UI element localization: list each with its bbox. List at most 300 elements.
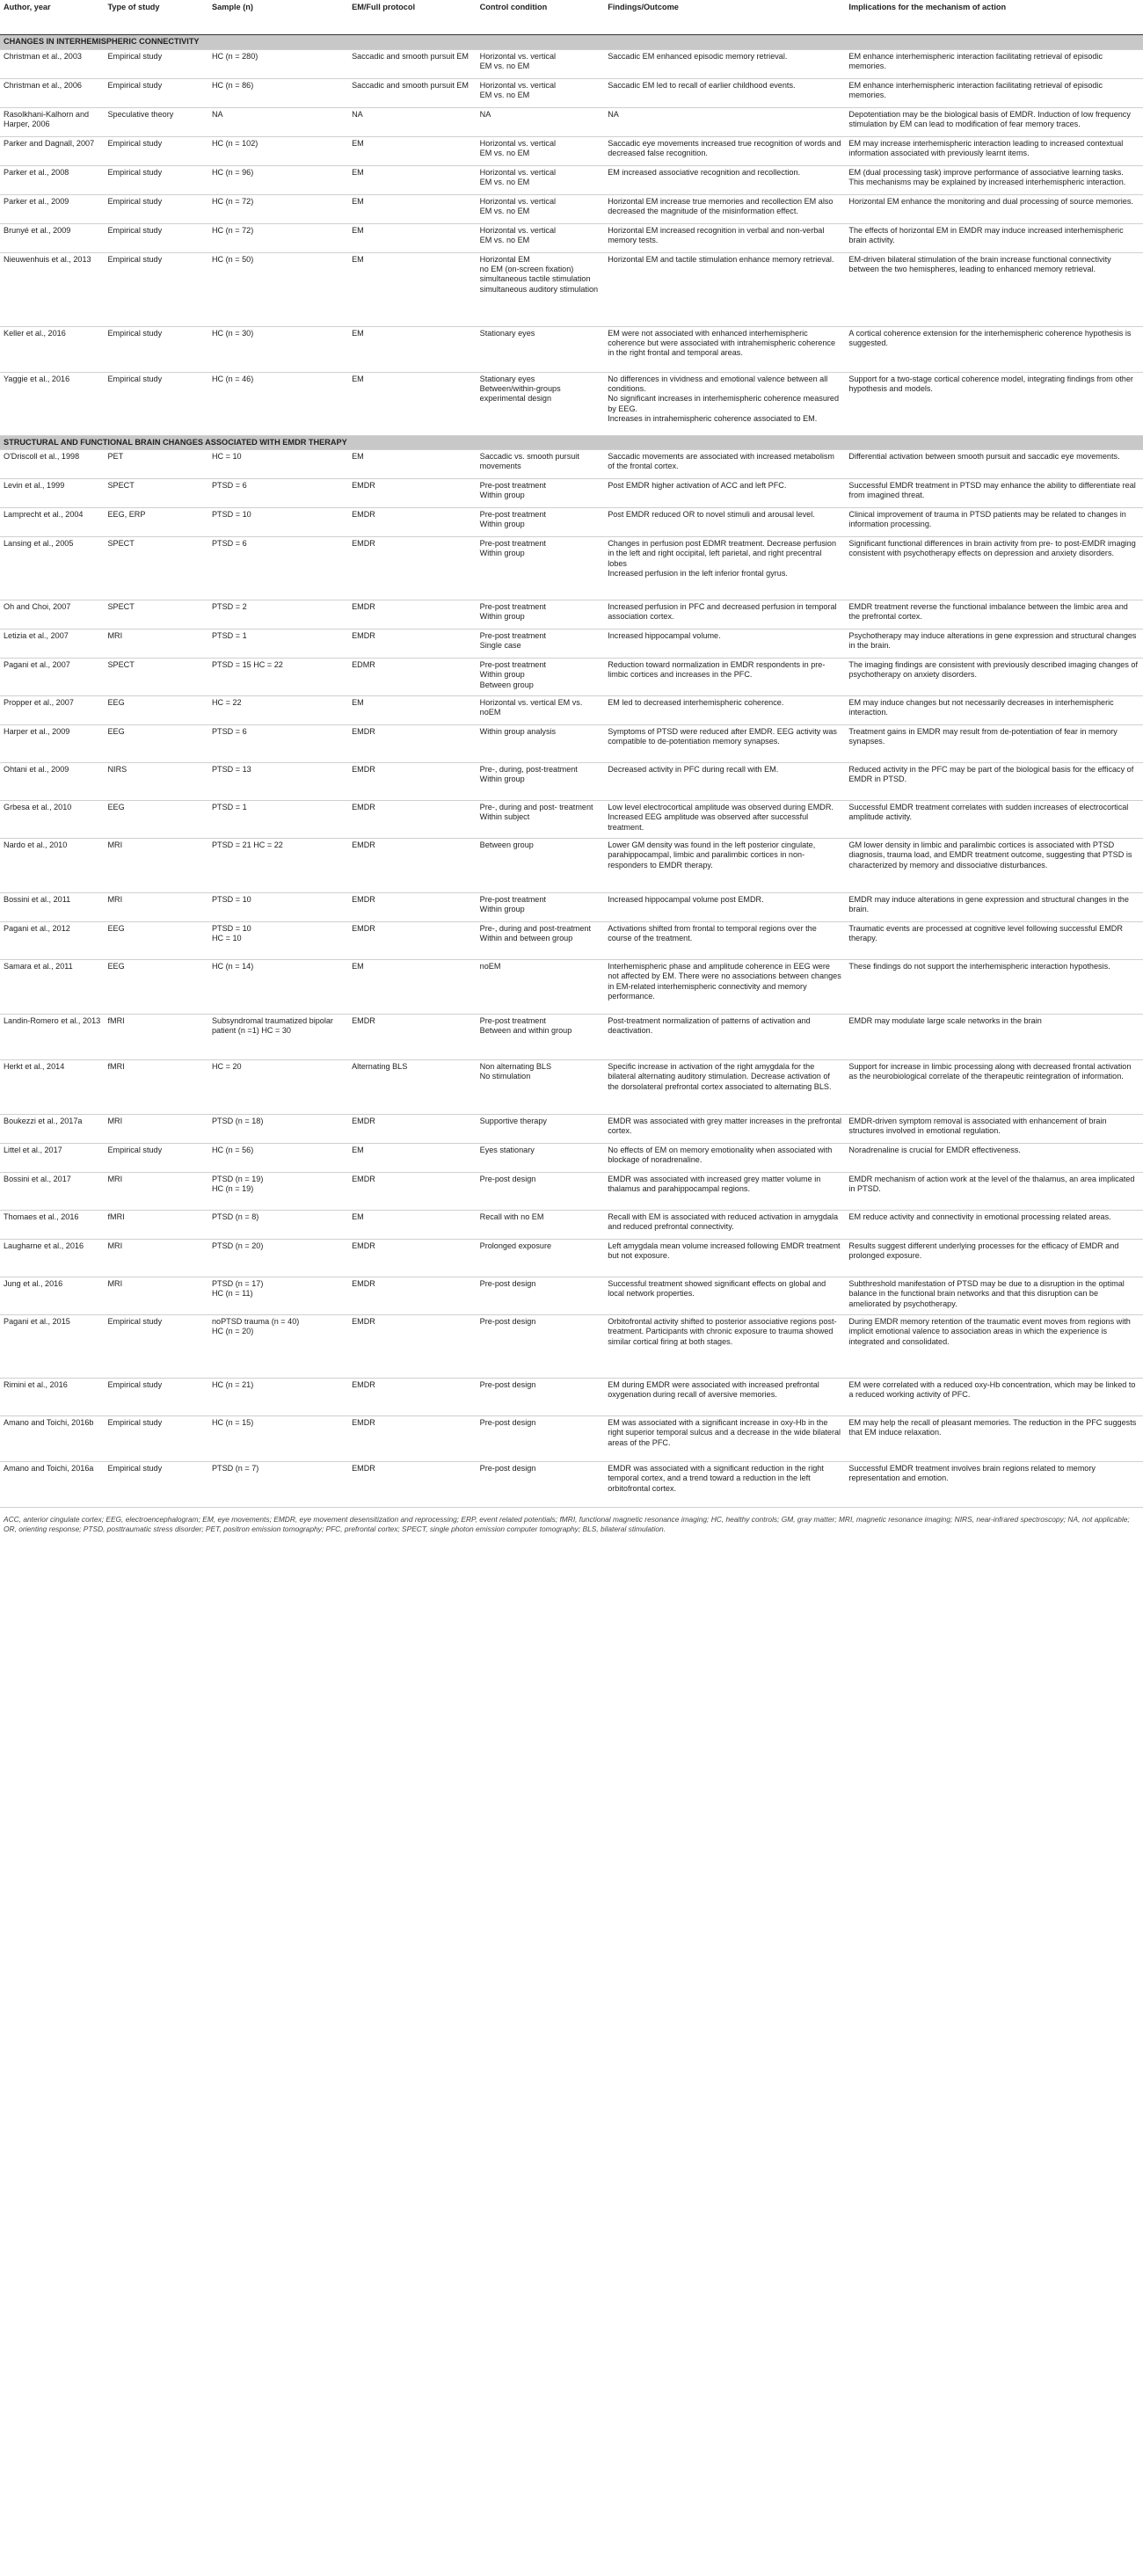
type-of-study-cell: PET	[104, 450, 207, 479]
implications-cell: Depotentiation may be the biological basis of EMDR. Induction of low frequency stimulation by EM can lead to modification of fear memory traces.	[845, 107, 1143, 136]
type-of-study-cell: fMRI	[104, 1015, 207, 1060]
em-protocol-cell: NA	[348, 107, 477, 136]
em-protocol-cell: EMDR	[348, 801, 477, 839]
table-row	[0, 839, 1143, 893]
table-row	[0, 107, 1143, 136]
control-condition-cell: Pre-post treatment Between and within group	[477, 1015, 605, 1060]
sample-cell: PTSD (n = 18)	[208, 1115, 348, 1144]
implications-cell: Support for increase in limbic processing along with decreased frontal activation as the neurobiological correlate of the therapeutic reintegration of information.	[845, 1060, 1143, 1115]
em-protocol-cell: EM	[348, 372, 477, 435]
table-row	[0, 696, 1143, 725]
em-protocol-cell: EMDR	[348, 1379, 477, 1416]
type-of-study-cell: Empirical study	[104, 223, 207, 252]
em-protocol-cell: EMDR	[348, 763, 477, 801]
em-protocol-cell: EMDR	[348, 1315, 477, 1379]
table-row	[0, 629, 1143, 659]
implications-cell: Traumatic events are processed at cognitive level following successful EMDR therapy.	[845, 922, 1143, 960]
implications-cell: EM enhance interhemispheric interaction facilitating retrieval of episodic memories.	[845, 49, 1143, 78]
findings-cell: Recall with EM is associated with reduced activation in amygdala and reduced prefrontal connectivity.	[604, 1211, 845, 1240]
header-author-year: Author, year	[0, 0, 104, 35]
table-row	[0, 252, 1143, 326]
implications-cell: Successful EMDR treatment involves brain regions related to memory representation and emotion.	[845, 1462, 1143, 1508]
implications-cell: EM may increase interhemispheric interaction leading to increased contextual information associated with previously learnt items.	[845, 136, 1143, 165]
table-row	[0, 537, 1143, 600]
author-year-cell: Jung et al., 2016	[0, 1277, 104, 1315]
em-protocol-cell: Alternating BLS	[348, 1060, 477, 1115]
sample-cell: PTSD = 6	[208, 537, 348, 600]
findings-cell: EM during EMDR were associated with increased prefrontal oxygenation during recall of aversive memories.	[604, 1379, 845, 1416]
type-of-study-cell: EEG	[104, 922, 207, 960]
header-type-of-study: Type of study	[104, 0, 207, 35]
type-of-study-cell: Empirical study	[104, 194, 207, 223]
author-year-cell: Letizia et al., 2007	[0, 629, 104, 659]
author-year-cell: Nieuwenhuis et al., 2013	[0, 252, 104, 326]
table-row	[0, 600, 1143, 629]
findings-cell: Saccadic EM enhanced episodic memory retrieval.	[604, 49, 845, 78]
findings-cell: EM were not associated with enhanced interhemispheric coherence but were associated with intrahemispheric coherence in the right frontal and temporal areas.	[604, 326, 845, 372]
type-of-study-cell: EEG	[104, 960, 207, 1015]
findings-cell: Specific increase in activation of the right amygdala for the bilateral alternating auditory stimulation. Decrease activation of the dorsolateral prefrontal cortex associated to alternating BLS.	[604, 1060, 845, 1115]
em-protocol-cell: Saccadic and smooth pursuit EM	[348, 78, 477, 107]
findings-cell: Increased hippocampal volume.	[604, 629, 845, 659]
control-condition-cell: Pre-post design	[477, 1277, 605, 1315]
control-condition-cell: Horizontal vs. vertical EM vs. noEM	[477, 696, 605, 725]
sample-cell: PTSD (n = 20)	[208, 1240, 348, 1277]
em-protocol-cell: EMDR	[348, 479, 477, 508]
findings-cell: No effects of EM on memory emotionality when associated with blockage of noradrenaline.	[604, 1144, 845, 1173]
em-protocol-cell: EM	[348, 326, 477, 372]
table-row	[0, 508, 1143, 537]
sample-cell: NA	[208, 107, 348, 136]
sample-cell: HC (n = 15)	[208, 1416, 348, 1462]
findings-cell: EM led to decreased interhemispheric coherence.	[604, 696, 845, 725]
em-protocol-cell: EMDR	[348, 508, 477, 537]
table-row	[0, 725, 1143, 763]
author-year-cell: Ohtani et al., 2009	[0, 763, 104, 801]
table-row	[0, 1173, 1143, 1211]
type-of-study-cell: SPECT	[104, 537, 207, 600]
header-control-condition: Control condition	[477, 0, 605, 35]
findings-cell: EM was associated with a significant increase in oxy-Hb in the right superior temporal sulcus and a decrease in the wide bilateral areas of the PFC.	[604, 1416, 845, 1462]
em-protocol-cell: EMDR	[348, 1240, 477, 1277]
table-footnote: ACC, anterior cingulate cortex; EEG, electroencephalogram; EM, eye movements; EMDR, eye movement desensitization and reprocessing; ERP, event related potentials; fMRI, functional magnetic resonance imaging; HC, healthy controls; GM, gray matter; MRI, magnetic resonance imaging; NIRS, near-infrared spectroscopy; NA, not applicable; OR, orienting response; PTSD, posttraumatic stress disorder; PET, positron emission tomography; PFC, prefrontal cortex; SPECT, single photon emission computer tomography; BLS, bilateral stimulation.	[4, 1515, 1130, 1534]
author-year-cell: Bossini et al., 2011	[0, 893, 104, 922]
implications-cell: Successful EMDR treatment correlates with sudden increases of electrocortical amplitude activity.	[845, 801, 1143, 839]
control-condition-cell: Pre-post design	[477, 1173, 605, 1211]
author-year-cell: Herkt et al., 2014	[0, 1060, 104, 1115]
table-row	[0, 78, 1143, 107]
em-protocol-cell: EM	[348, 252, 477, 326]
implications-cell: A cortical coherence extension for the interhemispheric coherence hypothesis is suggested.	[845, 326, 1143, 372]
control-condition-cell: Horizontal vs. vertical EM vs. no EM	[477, 165, 605, 194]
sample-cell: PTSD = 10	[208, 893, 348, 922]
type-of-study-cell: MRI	[104, 1173, 207, 1211]
findings-cell: Saccadic movements are associated with increased metabolism of the frontal cortex.	[604, 450, 845, 479]
findings-cell: Low level electrocortical amplitude was observed during EMDR. Increased EEG amplitude was observed after successful treatment.	[604, 801, 845, 839]
sample-cell: HC (n = 280)	[208, 49, 348, 78]
author-year-cell: Landin-Romero et al., 2013	[0, 1015, 104, 1060]
findings-cell: Horizontal EM increased recognition in verbal and non-verbal memory tests.	[604, 223, 845, 252]
type-of-study-cell: Empirical study	[104, 372, 207, 435]
type-of-study-cell: MRI	[104, 893, 207, 922]
sample-cell: PTSD = 13	[208, 763, 348, 801]
implications-cell: Psychotherapy may induce alterations in gene expression and structural changes in the brain.	[845, 629, 1143, 659]
findings-cell: Horizontal EM increase true memories and recollection EM also decreased the magnitude of the misinformation effect.	[604, 194, 845, 223]
control-condition-cell: Horizontal EM no EM (on-screen fixation) simultaneous tactile stimulation simultaneous auditory stimulation	[477, 252, 605, 326]
table-row	[0, 165, 1143, 194]
type-of-study-cell: SPECT	[104, 659, 207, 696]
em-protocol-cell: EM	[348, 223, 477, 252]
table-row	[0, 326, 1143, 372]
implications-cell: Support for a two-stage cortical coherence model, integrating findings from other hypothesis and models.	[845, 372, 1143, 435]
sample-cell: PTSD = 1	[208, 629, 348, 659]
implications-cell: Noradrenaline is crucial for EMDR effectiveness.	[845, 1144, 1143, 1173]
author-year-cell: Christman et al., 2006	[0, 78, 104, 107]
em-protocol-cell: EMDR	[348, 922, 477, 960]
table-row	[0, 1060, 1143, 1115]
sample-cell: HC (n = 50)	[208, 252, 348, 326]
implications-cell: EM-driven bilateral stimulation of the brain increase functional connectivity between the two hemispheres, leading to enhanced memory retrieval.	[845, 252, 1143, 326]
control-condition-cell: Pre-post treatment Within group	[477, 479, 605, 508]
implications-cell: Reduced activity in the PFC may be part of the biological basis for the efficacy of EMDR in PTSD.	[845, 763, 1143, 801]
implications-cell: EMDR mechanism of action work at the level of the thalamus, an area implicated in PTSD.	[845, 1173, 1143, 1211]
control-condition-cell: Pre-post treatment Within group	[477, 893, 605, 922]
type-of-study-cell: EEG	[104, 725, 207, 763]
table-row	[0, 1015, 1143, 1060]
em-protocol-cell: EDMR	[348, 659, 477, 696]
em-protocol-cell: EMDR	[348, 600, 477, 629]
em-protocol-cell: EMDR	[348, 537, 477, 600]
control-condition-cell: Pre-, during, post-treatment Within group	[477, 763, 605, 801]
section-title: CHANGES IN INTERHEMISPHERIC CONNECTIVITY	[0, 35, 1143, 50]
type-of-study-cell: EEG, ERP	[104, 508, 207, 537]
implications-cell: Clinical improvement of trauma in PTSD patients may be related to changes in information processing.	[845, 508, 1143, 537]
em-protocol-cell: EM	[348, 136, 477, 165]
author-year-cell: Levin et al., 1999	[0, 479, 104, 508]
control-condition-cell: Pre-, during and post-treatment Within and between group	[477, 922, 605, 960]
control-condition-cell: Horizontal vs. vertical EM vs. no EM	[477, 136, 605, 165]
sample-cell: HC (n = 30)	[208, 326, 348, 372]
control-condition-cell: Pre-post treatment Within group Between group	[477, 659, 605, 696]
type-of-study-cell: MRI	[104, 1240, 207, 1277]
table-row	[0, 801, 1143, 839]
author-year-cell: Laugharne et al., 2016	[0, 1240, 104, 1277]
em-protocol-cell: EM	[348, 450, 477, 479]
control-condition-cell: Pre-post design	[477, 1315, 605, 1379]
control-condition-cell: Pre-post treatment Single case	[477, 629, 605, 659]
em-protocol-cell: EMDR	[348, 839, 477, 893]
table-row	[0, 450, 1143, 479]
sample-cell: Subsyndromal traumatized bipolar patient (n =1) HC = 30	[208, 1015, 348, 1060]
control-condition-cell: Non alternating BLS No stimulation	[477, 1060, 605, 1115]
control-condition-cell: Within group analysis	[477, 725, 605, 763]
control-condition-cell: Recall with no EM	[477, 1211, 605, 1240]
table-row	[0, 194, 1143, 223]
table-row	[0, 1462, 1143, 1508]
implications-cell: EMDR-driven symptom removal is associated with enhancement of brain structures involved in emotional regulation.	[845, 1115, 1143, 1144]
table-row	[0, 1315, 1143, 1379]
type-of-study-cell: SPECT	[104, 600, 207, 629]
em-protocol-cell: EMDR	[348, 1015, 477, 1060]
em-protocol-cell: EM	[348, 696, 477, 725]
em-protocol-cell: EMDR	[348, 725, 477, 763]
em-protocol-cell: EMDR	[348, 1462, 477, 1508]
em-protocol-cell: EMDR	[348, 893, 477, 922]
findings-cell: Orbitofrontal activity shifted to posterior associative regions post-treatment. Participants with chronic exposure to trauma showed similar cortical firing at both stages.	[604, 1315, 845, 1379]
control-condition-cell: Pre-post treatment Within group	[477, 600, 605, 629]
findings-cell: Reduction toward normalization in EMDR respondents in pre-limbic cortices and increases in the PFC.	[604, 659, 845, 696]
section-header-row	[0, 35, 1143, 50]
control-condition-cell: Prolonged exposure	[477, 1240, 605, 1277]
sample-cell: PTSD = 10 HC = 10	[208, 922, 348, 960]
implications-cell: EM may help the recall of pleasant memories. The reduction in the PFC suggests that EM induce relaxation.	[845, 1416, 1143, 1462]
section-header-row	[0, 435, 1143, 450]
implications-cell: EM were correlated with a reduced oxy-Hb concentration, which may be linked to a reduced working activity of PFC.	[845, 1379, 1143, 1416]
implications-cell: EM (dual processing task) improve performance of associative learning tasks. This mechanisms may be explained by increased interhemispheric interaction.	[845, 165, 1143, 194]
em-protocol-cell: EM	[348, 194, 477, 223]
type-of-study-cell: Empirical study	[104, 252, 207, 326]
sample-cell: HC (n = 102)	[208, 136, 348, 165]
type-of-study-cell: MRI	[104, 1277, 207, 1315]
type-of-study-cell: EEG	[104, 801, 207, 839]
section-title: STRUCTURAL AND FUNCTIONAL BRAIN CHANGES ASSOCIATED WITH EMDR THERAPY	[0, 435, 1143, 450]
type-of-study-cell: MRI	[104, 839, 207, 893]
table-row	[0, 372, 1143, 435]
findings-cell: Symptoms of PTSD were reduced after EMDR. EEG activity was compatible to de-potentiation memory synapses.	[604, 725, 845, 763]
author-year-cell: Nardo et al., 2010	[0, 839, 104, 893]
author-year-cell: Oh and Choi, 2007	[0, 600, 104, 629]
findings-cell: Increased hippocampal volume post EMDR.	[604, 893, 845, 922]
findings-cell: EMDR was associated with grey matter increases in the prefrontal cortex.	[604, 1115, 845, 1144]
table-row	[0, 763, 1143, 801]
findings-cell: EMDR was associated with a significant reduction in the right temporal cortex, and a trend toward a reduction in the left orbitofrontal cortex.	[604, 1462, 845, 1508]
em-protocol-cell: EM	[348, 1144, 477, 1173]
em-protocol-cell: EMDR	[348, 629, 477, 659]
type-of-study-cell: Empirical study	[104, 1144, 207, 1173]
table-row	[0, 223, 1143, 252]
sample-cell: HC (n = 14)	[208, 960, 348, 1015]
author-year-cell: Amano and Toichi, 2016a	[0, 1462, 104, 1508]
type-of-study-cell: Empirical study	[104, 49, 207, 78]
author-year-cell: Samara et al., 2011	[0, 960, 104, 1015]
findings-cell: Lower GM density was found in the left posterior cingulate, parahippocampal, limbic and paralimbic cortices in non-responders to EMDR therapy.	[604, 839, 845, 893]
implications-cell: These findings do not support the interhemispheric interaction hypothesis.	[845, 960, 1143, 1015]
header-sample: Sample (n)	[208, 0, 348, 35]
author-year-cell: Parker et al., 2009	[0, 194, 104, 223]
findings-cell: Changes in perfusion post EDMR treatment. Decrease perfusion in the left and right occipital, left parietal, and right precentral lobes Increased perfusion in the left inferior frontal gyrus.	[604, 537, 845, 600]
em-protocol-cell: EM	[348, 165, 477, 194]
table-row	[0, 893, 1143, 922]
sample-cell: noPTSD trauma (n = 40) HC (n = 20)	[208, 1315, 348, 1379]
sample-cell: PTSD = 6	[208, 479, 348, 508]
sample-cell: PTSD (n = 8)	[208, 1211, 348, 1240]
type-of-study-cell: Empirical study	[104, 136, 207, 165]
control-condition-cell: Pre-post design	[477, 1416, 605, 1462]
em-protocol-cell: Saccadic and smooth pursuit EM	[348, 49, 477, 78]
type-of-study-cell: fMRI	[104, 1060, 207, 1115]
author-year-cell: O'Driscoll et al., 1998	[0, 450, 104, 479]
em-protocol-cell: EMDR	[348, 1173, 477, 1211]
implications-cell: Results suggest different underlying processes for the efficacy of EMDR and prolonged exposure.	[845, 1240, 1143, 1277]
implications-cell: EMDR treatment reverse the functional imbalance between the limbic area and the prefrontal cortex.	[845, 600, 1143, 629]
type-of-study-cell: NIRS	[104, 763, 207, 801]
type-of-study-cell: Empirical study	[104, 165, 207, 194]
table-row	[0, 1416, 1143, 1462]
author-year-cell: Pagani et al., 2015	[0, 1315, 104, 1379]
implications-cell: Significant functional differences in brain activity from pre- to post-EMDR imaging consistent with psychotherapy effects on depression and anxiety disorders.	[845, 537, 1143, 600]
table-row	[0, 922, 1143, 960]
type-of-study-cell: MRI	[104, 629, 207, 659]
author-year-cell: Rasolkhani-Kalhorn and Harper, 2006	[0, 107, 104, 136]
table-row	[0, 1240, 1143, 1277]
table-row	[0, 659, 1143, 696]
sample-cell: PTSD (n = 17) HC (n = 11)	[208, 1277, 348, 1315]
sample-cell: HC (n = 56)	[208, 1144, 348, 1173]
table-row	[0, 49, 1143, 78]
control-condition-cell: Supportive therapy	[477, 1115, 605, 1144]
table-body	[0, 35, 1143, 1508]
control-condition-cell: Horizontal vs. vertical EM vs. no EM	[477, 49, 605, 78]
control-condition-cell: Pre-post treatment Within group	[477, 537, 605, 600]
em-protocol-cell: EM	[348, 960, 477, 1015]
sample-cell: PTSD = 21 HC = 22	[208, 839, 348, 893]
implications-cell: The effects of horizontal EM in EMDR may induce increased interhemispheric brain activity.	[845, 223, 1143, 252]
control-condition-cell: Eyes stationary	[477, 1144, 605, 1173]
implications-cell: EM reduce activity and connectivity in emotional processing related areas.	[845, 1211, 1143, 1240]
header-em-protocol: EM/Full protocol	[348, 0, 477, 35]
author-year-cell: Boukezzi et al., 2017a	[0, 1115, 104, 1144]
implications-cell: Horizontal EM enhance the monitoring and dual processing of source memories.	[845, 194, 1143, 223]
em-protocol-cell: EMDR	[348, 1115, 477, 1144]
findings-cell: Successful treatment showed significant effects on global and local network properties.	[604, 1277, 845, 1315]
implications-cell: EMDR may induce alterations in gene expression and structural changes in the brain.	[845, 893, 1143, 922]
table-row	[0, 479, 1143, 508]
implications-cell: EMDR may modulate large scale networks in the brain	[845, 1015, 1143, 1060]
sample-cell: PTSD = 10	[208, 508, 348, 537]
author-year-cell: Grbesa et al., 2010	[0, 801, 104, 839]
sample-cell: HC (n = 21)	[208, 1379, 348, 1416]
findings-cell: EMDR was associated with increased grey matter volume in thalamus and parahippocampal regions.	[604, 1173, 845, 1211]
em-protocol-cell: EM	[348, 1211, 477, 1240]
author-year-cell: Pagani et al., 2012	[0, 922, 104, 960]
findings-cell: EM increased associative recognition and recollection.	[604, 165, 845, 194]
author-year-cell: Lamprecht et al., 2004	[0, 508, 104, 537]
control-condition-cell: NA	[477, 107, 605, 136]
sample-cell: HC (n = 46)	[208, 372, 348, 435]
author-year-cell: Propper et al., 2007	[0, 696, 104, 725]
header-implications: Implications for the mechanism of action	[845, 0, 1143, 35]
table-row	[0, 1211, 1143, 1240]
em-protocol-cell: EMDR	[348, 1416, 477, 1462]
author-year-cell: Parker et al., 2008	[0, 165, 104, 194]
table-header	[0, 0, 1143, 35]
author-year-cell: Thomaes et al., 2016	[0, 1211, 104, 1240]
implications-cell: EM enhance interhemispheric interaction facilitating retrieval of episodic memories.	[845, 78, 1143, 107]
sample-cell: PTSD = 6	[208, 725, 348, 763]
table-row	[0, 1379, 1143, 1416]
findings-cell: Interhemispheric phase and amplitude coherence in EEG were not affected by EM. There were no associations between changes in EM-related interhemispheric connectivity and memory performance.	[604, 960, 845, 1015]
type-of-study-cell: Empirical study	[104, 326, 207, 372]
author-year-cell: Rimini et al., 2016	[0, 1379, 104, 1416]
author-year-cell: Amano and Toichi, 2016b	[0, 1416, 104, 1462]
author-year-cell: Lansing et al., 2005	[0, 537, 104, 600]
sample-cell: HC (n = 86)	[208, 78, 348, 107]
findings-cell: Post-treatment normalization of patterns of activation and deactivation.	[604, 1015, 845, 1060]
implications-cell: Successful EMDR treatment in PTSD may enhance the ability to differentiate real from imagined threat.	[845, 479, 1143, 508]
sample-cell: PTSD (n = 7)	[208, 1462, 348, 1508]
sample-cell: PTSD (n = 19) HC (n = 19)	[208, 1173, 348, 1211]
implications-cell: EM may induce changes but not necessarily decreases in interhemispheric interaction.	[845, 696, 1143, 725]
type-of-study-cell: Empirical study	[104, 1315, 207, 1379]
table-row	[0, 1277, 1143, 1315]
sample-cell: HC = 10	[208, 450, 348, 479]
control-condition-cell: noEM	[477, 960, 605, 1015]
header-findings: Findings/Outcome	[604, 0, 845, 35]
type-of-study-cell: Empirical study	[104, 1416, 207, 1462]
control-condition-cell: Pre-post design	[477, 1379, 605, 1416]
implications-cell: Subthreshold manifestation of PTSD may be due to a disruption in the optimal balance in the functional brain networks and that this disruption can be ameliorated by psychotherapy.	[845, 1277, 1143, 1315]
em-protocol-cell: EMDR	[348, 1277, 477, 1315]
findings-cell: NA	[604, 107, 845, 136]
author-year-cell: Parker and Dagnall, 2007	[0, 136, 104, 165]
findings-cell: No differences in vividness and emotional valence between all conditions. No significant increases in interhemispheric coherence measured by EEG. Increases in intrahemispheric coherence associated to EM.	[604, 372, 845, 435]
author-year-cell: Pagani et al., 2007	[0, 659, 104, 696]
author-year-cell: Christman et al., 2003	[0, 49, 104, 78]
author-year-cell: Keller et al., 2016	[0, 326, 104, 372]
implications-cell: GM lower density in limbic and paralimbic cortices is associated with PTSD diagnosis, trauma load, and EMDR treatment outcome, suggesting that PTSD is characterized by memory and dissociative disturbances.	[845, 839, 1143, 893]
findings-cell: Saccadic EM led to recall of earlier childhood events.	[604, 78, 845, 107]
sample-cell: HC (n = 72)	[208, 194, 348, 223]
control-condition-cell: Saccadic vs. smooth pursuit movements	[477, 450, 605, 479]
implications-cell: Differential activation between smooth pursuit and saccadic eye movements.	[845, 450, 1143, 479]
control-condition-cell: Horizontal vs. vertical EM vs. no EM	[477, 223, 605, 252]
findings-cell: Saccadic eye movements increased true recognition of words and decreased false recognition.	[604, 136, 845, 165]
findings-cell: Activations shifted from frontal to temporal regions over the course of the treatment.	[604, 922, 845, 960]
control-condition-cell: Horizontal vs. vertical EM vs. no EM	[477, 194, 605, 223]
author-year-cell: Littel et al., 2017	[0, 1144, 104, 1173]
type-of-study-cell: Empirical study	[104, 78, 207, 107]
sample-cell: HC = 20	[208, 1060, 348, 1115]
implications-cell: The imaging findings are consistent with previously described imaging changes of psychotherapy on anxiety disorders.	[845, 659, 1143, 696]
findings-cell: Horizontal EM and tactile stimulation enhance memory retrieval.	[604, 252, 845, 326]
implications-cell: Treatment gains in EMDR may result from de-potentiation of fear in memory synapses.	[845, 725, 1143, 763]
table-row	[0, 1144, 1143, 1173]
control-condition-cell: Horizontal vs. vertical EM vs. no EM	[477, 78, 605, 107]
type-of-study-cell: EEG	[104, 696, 207, 725]
table-row	[0, 136, 1143, 165]
type-of-study-cell: Empirical study	[104, 1379, 207, 1416]
control-condition-cell: Pre-post design	[477, 1462, 605, 1508]
findings-cell: Increased perfusion in PFC and decreased perfusion in temporal association cortex.	[604, 600, 845, 629]
sample-cell: PTSD = 2	[208, 600, 348, 629]
type-of-study-cell: MRI	[104, 1115, 207, 1144]
sample-cell: PTSD = 15 HC = 22	[208, 659, 348, 696]
type-of-study-cell: fMRI	[104, 1211, 207, 1240]
control-condition-cell: Stationary eyes	[477, 326, 605, 372]
type-of-study-cell: Speculative theory	[104, 107, 207, 136]
author-year-cell: Harper et al., 2009	[0, 725, 104, 763]
sample-cell: HC = 22	[208, 696, 348, 725]
findings-cell: Decreased activity in PFC during recall with EM.	[604, 763, 845, 801]
author-year-cell: Yaggie et al., 2016	[0, 372, 104, 435]
table-row	[0, 1115, 1143, 1144]
control-condition-cell: Stationary eyes Between/within-groups experimental design	[477, 372, 605, 435]
sample-cell: PTSD = 1	[208, 801, 348, 839]
author-year-cell: Brunyé et al., 2009	[0, 223, 104, 252]
table-row	[0, 960, 1143, 1015]
sample-cell: HC (n = 96)	[208, 165, 348, 194]
sample-cell: HC (n = 72)	[208, 223, 348, 252]
